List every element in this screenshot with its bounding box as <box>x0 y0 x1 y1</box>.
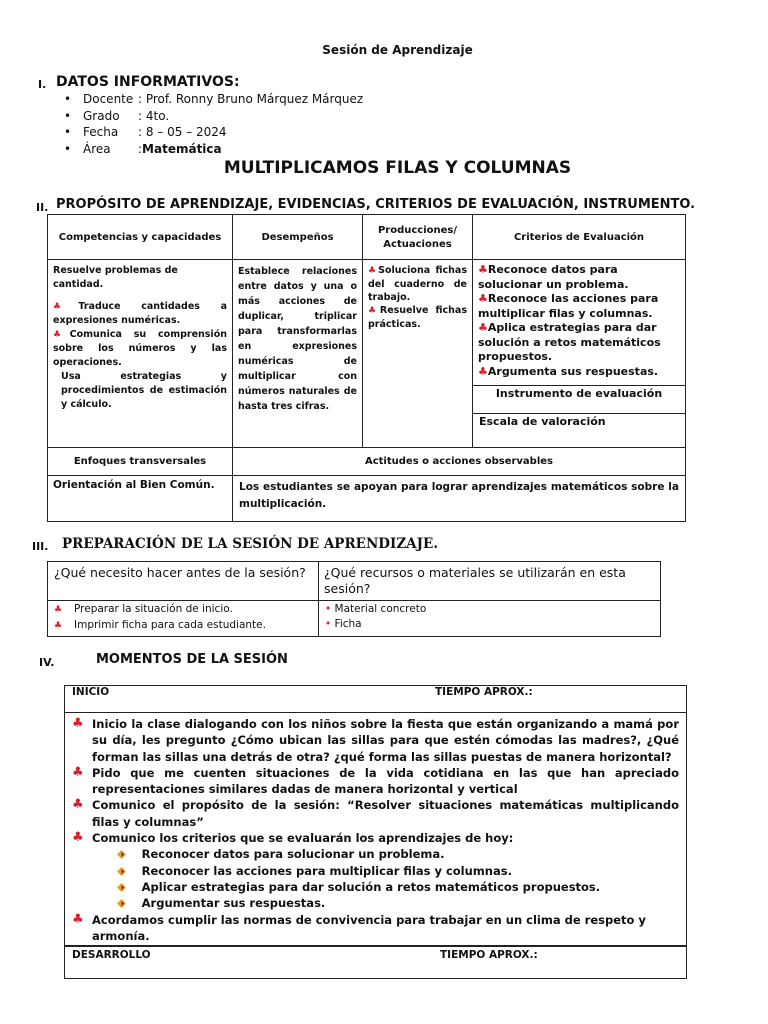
club-icon: ♣ <box>478 364 488 378</box>
cell-recursos <box>319 601 661 637</box>
section-3-number: III. <box>32 540 49 553</box>
section-2-heading: PROPÓSITO DE APRENDIZAJE, EVIDENCIAS, CRITERIOS DE EVALUACIÓN, INSTRUMENTO. <box>56 197 696 212</box>
datos-item-docente: • Docente : Prof. Ronny Bruno Márquez Márquez <box>64 92 364 106</box>
antes-item: ♣ Imprimir ficha para cada estudiante. <box>54 618 312 634</box>
section-1-heading: DATOS INFORMATIVOS: <box>56 74 240 90</box>
dot-icon: • <box>325 618 332 630</box>
inicio-label: INICIO <box>72 686 110 698</box>
datos-list <box>64 91 363 157</box>
club-icon: ♣ <box>368 266 379 276</box>
section-4-number: IV. <box>39 656 55 669</box>
criterio-sub-item: Reconocer las acciones para multiplicar filas y columnas. <box>117 863 679 879</box>
inicio-item: ♣ Acordamos cumplir las normas de convivencia para trabajar en un clima de respeto y armonía. <box>72 911 646 943</box>
header-recursos: ¿Qué recursos o materiales se utilizarán en esta sesión? <box>319 562 661 601</box>
enfoque-value: Orientación al Bien Común. <box>48 476 233 522</box>
proposito-table <box>47 214 686 522</box>
momentos-box <box>64 685 687 979</box>
club-icon: ♣ <box>53 330 70 340</box>
tiempo-label-desarrollo: TIEMPO APROX.: <box>440 949 538 961</box>
datos-item-fecha: • Fecha : 8 – 05 – 2024 <box>64 125 227 139</box>
document-title: Sesión de Aprendizaje <box>322 43 473 57</box>
club-icon: ♣ <box>478 321 488 334</box>
desarrollo-label: DESARROLLO <box>72 949 151 961</box>
criterio-sub-item: Aplicar estrategias para dar solución a retos matemáticos propuestos. <box>117 879 679 895</box>
cell-desempeno: Establece relaciones entre datos y una o más acciones de duplicar, triplicar para transformarlas en expresiones numéricas de multiplicar con números naturales de hasta tres cifras. <box>233 260 363 448</box>
club-icon: ♣ <box>72 830 84 846</box>
instrumento-value: Escala de valoración <box>473 414 686 448</box>
datos-item-area: • Área : Matemática <box>64 141 222 156</box>
criterio-item: ♣Aplica estrategias para dar solución a retos matemáticos propuestos. <box>478 321 661 363</box>
instrumento-label: Instrumento de evaluación <box>473 386 686 414</box>
tiempo-label-inicio: TIEMPO APROX.: <box>435 686 533 698</box>
section-4-heading: MOMENTOS DE LA SESIÓN <box>96 652 288 667</box>
club-icon: ♣ <box>53 302 79 312</box>
dot-icon: • <box>325 603 332 615</box>
inicio-item: ♣ Comunico los criterios que se evaluarán los aprendizajes de hoy: <box>72 830 514 846</box>
section-3-heading: PREPARACIÓN DE LA SESIÓN DE APRENDIZAJE. <box>62 536 439 552</box>
club-icon: ♣ <box>72 764 84 780</box>
club-icon: ♣ <box>72 716 84 731</box>
recurso-item: • Ficha <box>325 618 362 630</box>
actitud-value: Los estudiantes se apoyan para lograr aprendizajes matemáticos sobre la multiplicación. <box>233 476 686 522</box>
header-producciones: Producciones/ Actuaciones <box>363 215 473 260</box>
club-icon: ♣ <box>478 292 488 305</box>
produccion-item: ♣Soluciona fichas del cuaderno de trabajo. <box>368 265 467 303</box>
club-icon: ♣ <box>54 621 63 631</box>
diamond-arrow-icon <box>117 883 126 892</box>
cell-competencias <box>48 260 233 448</box>
criterio-sub-item: Reconocer datos para solucionar un problema. <box>117 846 679 862</box>
section-1-number: I. <box>38 78 47 91</box>
diamond-arrow-icon <box>117 867 126 876</box>
inicio-item: ♣ Comunico el propósito de la sesión: “Resolver situaciones matemáticas multiplicando filas y columnas” <box>72 797 679 829</box>
criterio-item: ♣Argumenta sus respuestas. <box>478 364 659 378</box>
inicio-item: ♣ Pido que me cuenten situaciones de la vida cotidiana en las que han apreciado representaciones similares dadas de manera horizontal y vertical <box>72 764 679 797</box>
capacidad-item: ♣Comunica su comprensión sobre los números y las operaciones. <box>53 329 227 368</box>
criterio-item: ♣Reconoce datos para solucionar un problema. <box>478 263 629 291</box>
diamond-arrow-icon <box>117 899 126 908</box>
cell-antes <box>48 601 319 637</box>
competencia-text: Resuelve problemas de cantidad. <box>53 265 178 290</box>
recurso-item: • Material concreto <box>325 603 427 615</box>
diamond-arrow-icon <box>117 850 126 859</box>
cell-criterios <box>473 260 686 386</box>
header-desempenos: Desempeños <box>233 215 363 260</box>
preparacion-table <box>47 561 661 637</box>
inicio-content <box>72 716 679 944</box>
enfoques-label: Enfoques transversales <box>48 448 233 476</box>
header-antes: ¿Qué necesito hacer antes de la sesión? <box>48 562 319 601</box>
criterio-item: ♣Reconoce las acciones para multiplicar filas y columnas. <box>478 292 659 320</box>
club-icon: ♣ <box>478 263 488 276</box>
header-criterios: Criterios de Evaluación <box>473 215 686 260</box>
actitudes-label: Actitudes o acciones observables <box>233 448 686 476</box>
criterio-sub-item: Argumentar sus respuestas. <box>117 895 679 911</box>
produccion-item: ♣Resuelve fichas prácticas. <box>368 305 467 330</box>
header-competencias: Competencias y capacidades <box>48 215 233 260</box>
datos-item-grado: • Grado : 4to. <box>64 108 170 123</box>
section-2-number: II. <box>36 201 49 214</box>
inicio-divider <box>65 712 686 713</box>
inicio-item: ♣ Inicio la clase dialogando con los niños sobre la fiesta que están organizando a mamá por su día, les pregunto ¿Cómo ubican las sillas para que estén cómodas las madres?, ¿Qué forman las sillas una detrás de otra? ¿qué forma las sillas puestas de manera horizontal? <box>72 716 679 764</box>
main-title: MULTIPLICAMOS FILAS Y COLUMNAS <box>223 158 572 178</box>
club-icon: ♣ <box>368 306 380 316</box>
club-icon: ♣ <box>54 605 63 615</box>
antes-item: ♣ Preparar la situación de inicio. <box>54 602 312 618</box>
capacidad-extra: Usa estrategias y procedimientos de estimación y cálculo. <box>61 371 227 410</box>
capacidad-item: ♣Traduce cantidades a expresiones numéricas. <box>53 301 227 326</box>
cell-producciones <box>363 260 473 448</box>
criterios-sublist <box>72 846 679 911</box>
club-icon: ♣ <box>72 797 84 813</box>
club-icon: ♣ <box>72 911 84 927</box>
desarrollo-divider <box>65 945 686 947</box>
